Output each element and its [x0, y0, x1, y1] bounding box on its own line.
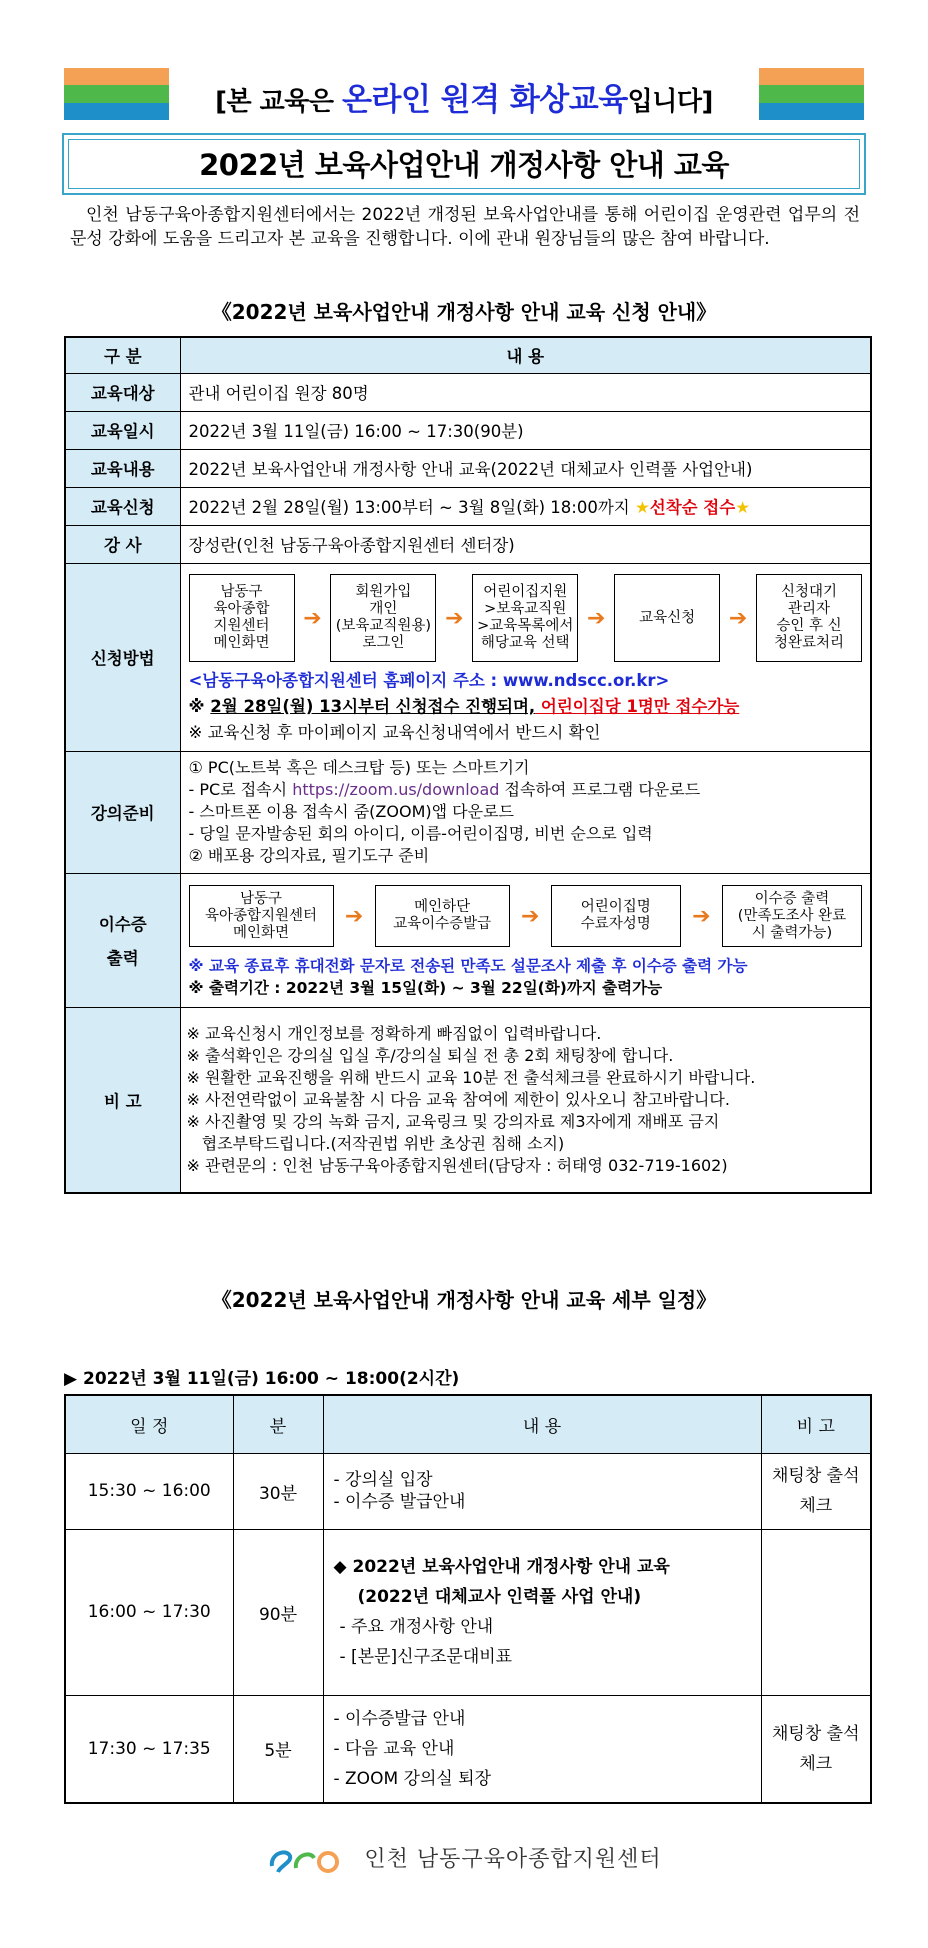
arrow-right-icon: ➔	[586, 605, 606, 631]
table-row	[65, 373, 871, 411]
footer	[0, 1842, 928, 1878]
notice-prefix: ※	[188, 697, 211, 716]
section-title-apply: 《2022년 보육사업안내 개정사항 안내 교육 신청 안내》	[211, 300, 717, 324]
content-item: - 이수증발급 안내	[333, 1708, 466, 1729]
remark-line: ※ 사진촬영 및 강의 녹화 금지, 교육링크 및 강의자료 제3자에게 재배포 금지	[186, 1111, 720, 1131]
row-value: 2022년 3월 11일(금) 16:00 ~ 17:30(90분)	[180, 411, 871, 449]
cert-note: ※ 교육 종료후 휴대전화 문자로 전송된 만족도 설문조사 제출 후 이수증 출력 가능	[188, 957, 748, 975]
prep-line: - 당일 문자발송된 회의 아이디, 이름-어린이집명, 비번 순으로 입력	[188, 824, 653, 843]
content-item: - ZOOM 강의실 퇴장	[333, 1768, 492, 1789]
page-title: 2022년 보육사업안내 개정사항 안내 교육	[68, 139, 860, 189]
schedule-minutes: 30분	[233, 1453, 323, 1529]
content-subheading: (2022년 대체교사 인력풀 사업 안내)	[357, 1587, 642, 1607]
row-value	[180, 873, 871, 1007]
content-item: - 다음 교육 안내	[333, 1738, 455, 1759]
flow-step: 어린이집지원 >보육교직원 >교육목록에서 해당교육 선택	[472, 574, 578, 662]
prep-line	[189, 779, 863, 801]
notice-underline: 2월 28일(월) 13시부터 신청접수 진행되며,	[210, 697, 536, 716]
table-row	[65, 525, 871, 563]
row-value	[180, 487, 871, 525]
banner-post: 입니다]	[627, 87, 713, 117]
arrow-right-icon: ➔	[521, 903, 540, 929]
table-row	[65, 487, 871, 525]
table-row	[65, 873, 871, 1007]
flow-step: 남동구 육아종합 지원센터 메인화면	[189, 574, 295, 662]
table-row	[65, 1453, 871, 1529]
apply-notice	[189, 696, 863, 718]
section-title-schedule: 《2022년 보육사업안내 개정사항 안내 교육 세부 일정》	[211, 1288, 717, 1312]
arrow-right-icon: ➔	[445, 605, 464, 631]
star-icon: ★	[634, 498, 650, 517]
flow-step: 교육신청	[614, 574, 720, 662]
table-row	[65, 411, 871, 449]
remark-line: ※ 출석확인은 강의실 입실 후/강의실 퇴실 전 총 2회 채팅창에 합니다.	[186, 1045, 674, 1065]
prep-text: - PC로 접속시	[188, 780, 293, 799]
zoom-download-link[interactable]: https://zoom.us/download	[292, 780, 500, 799]
content-item: - 강의실 입장	[333, 1470, 433, 1490]
remark-line: ※ 사전연락없이 교육불참 시 다음 교육 참여에 제한이 있사오니 참고바랍니다.	[186, 1089, 730, 1109]
schedule-minutes: 90분	[233, 1529, 323, 1695]
content-heading: ◆ 2022년 보육사업안내 개정사항 안내 교육	[333, 1557, 670, 1577]
flow-step: 회원가입 개인 (보육교직원용) 로그인	[330, 574, 436, 662]
notice-red: 어린이집당 1명만 접수가능	[535, 697, 740, 716]
row-value: 관내 어린이집 원장 80명	[180, 373, 871, 411]
content-item: - 주요 개정사항 안내	[339, 1617, 494, 1637]
schedule-time: 16:00 ~ 17:30	[65, 1529, 233, 1695]
schedule-time: 17:30 ~ 17:35	[65, 1695, 233, 1803]
table-row	[65, 563, 871, 751]
apply-period: 2022년 2월 28일(월) 13:00부터 ~ 3월 8일(화) 18:00까지	[188, 498, 630, 517]
stripe-decoration-left	[64, 68, 169, 120]
row-value	[180, 751, 871, 873]
schedule-table	[64, 1394, 872, 1804]
schedule-note: 채팅창 출석체크	[761, 1453, 871, 1529]
schedule-content	[323, 1529, 761, 1695]
apply-check: ※ 교육신청 후 마이페이지 교육신청내역에서 반드시 확인	[188, 723, 601, 742]
cert-label-2: 출력	[106, 949, 139, 968]
table-row	[65, 1695, 871, 1803]
row-value: 장성란(인천 남동구육아종합지원센터 센터장)	[180, 525, 871, 563]
flow-step: 어린이집명 수료자성명	[551, 885, 681, 947]
banner-text	[184, 74, 744, 119]
flow-step: 메인하단 교육이수증발급	[375, 885, 510, 947]
row-value	[180, 1007, 871, 1193]
arrow-right-icon: ➔	[344, 903, 364, 929]
banner-highlight: 온라인 원격 화상교육	[342, 82, 628, 118]
schedule-date-heading: ▶ 2022년 3월 11일(금) 16:00 ~ 18:00(2시간)	[64, 1369, 460, 1389]
row-label: 신청방법	[65, 563, 180, 751]
header-content: 내 용	[323, 1395, 761, 1453]
row-label: 교육내용	[65, 449, 180, 487]
schedule-minutes: 5분	[233, 1695, 323, 1803]
table-row	[65, 449, 871, 487]
row-label: 교육일시	[65, 411, 180, 449]
prep-line: ① PC(노트북 혹은 데스크탑 등) 또는 스마트기기	[188, 758, 530, 777]
prep-line: - 스마트폰 이용 접속시 줌(ZOOM)앱 다운로드	[188, 802, 514, 821]
cert-label-1: 이수증	[98, 915, 147, 934]
content-item: - [본문]신구조문대비표	[339, 1647, 513, 1667]
table-row	[65, 1007, 871, 1193]
apply-method-flow	[189, 570, 863, 666]
row-value	[180, 563, 871, 751]
prep-text: 접속하여 프로그램 다운로드	[499, 780, 701, 799]
remark-line: 협조부탁드립니다.(저작권법 위반 초상권 침해 소지)	[186, 1133, 565, 1153]
table-header-row	[65, 337, 871, 373]
schedule-time: 15:30 ~ 16:00	[65, 1453, 233, 1529]
first-come-note: 선착순 접수	[649, 498, 736, 517]
flow-step: 남동구 육아종합지원센터 메인화면	[189, 885, 334, 947]
apply-info-table	[64, 336, 872, 1194]
schedule-note: 채팅창 출석체크	[761, 1695, 871, 1803]
remark-line: ※ 관련문의 : 인천 남동구육아종합지원센터(담당자 : 허태영 032-719-1602)	[186, 1155, 728, 1175]
header-note: 비 고	[761, 1395, 871, 1453]
row-value: 2022년 보육사업안내 개정사항 안내 교육(2022년 대체교사 인력풀 사업안내)	[180, 449, 871, 487]
homepage-address: <남동구육아종합지원센터 홈페이지 주소 : www.ndscc.or.kr>	[188, 671, 670, 690]
arrow-right-icon: ➔	[728, 605, 748, 631]
prep-line: ② 배포용 강의자료, 필기도구 준비	[188, 846, 430, 865]
remark-line: ※ 원활한 교육진행을 위해 반드시 교육 10분 전 출석체크를 완료하시기 바랍니다.	[186, 1067, 756, 1087]
row-label	[65, 873, 180, 1007]
footer-org-name: 인천 남동구육아종합지원센터	[364, 1847, 662, 1872]
flow-step: 신청대기 관리자 승인 후 신 청완료처리	[756, 574, 862, 662]
table-header-row	[65, 1395, 871, 1453]
row-label: 강의준비	[65, 751, 180, 873]
cert-flow	[189, 881, 863, 951]
center-logo-icon	[266, 1842, 346, 1878]
schedule-content	[323, 1453, 761, 1529]
header-schedule: 일 정	[65, 1395, 233, 1453]
title-box	[62, 133, 866, 195]
arrow-right-icon: ➔	[692, 903, 711, 929]
row-label: 교육신청	[65, 487, 180, 525]
remark-line: ※ 교육신청시 개인정보를 정확하게 빠짐없이 입력바랍니다.	[186, 1023, 602, 1043]
content-item: - 이수증 발급안내	[333, 1492, 466, 1512]
flow-step: 이수증 출력 (만족도조사 완료 시 출력가능)	[722, 885, 862, 947]
header-category: 구 분	[65, 337, 180, 373]
cert-period: ※ 출력기간 : 2022년 3월 15일(화) ~ 3월 22일(화)까지 출력가능	[188, 979, 663, 997]
row-label: 교육대상	[65, 373, 180, 411]
banner	[64, 68, 864, 124]
arrow-right-icon: ➔	[303, 605, 322, 631]
intro-paragraph: 인천 남동구육아종합지원센터에서는 2022년 개정된 보육사업안내를 통해 어린이집 운영관련 업무의 전문성 강화에 도움을 드리고자 본 교육을 진행합니다. 이에 관내 원장님들의 많은 참여 바랍니다.	[70, 205, 860, 249]
star-icon: ★	[735, 498, 750, 517]
header-minutes: 분	[233, 1395, 323, 1453]
banner-pre: [본 교육은	[215, 87, 343, 117]
schedule-note	[761, 1529, 871, 1695]
table-row	[65, 1529, 871, 1695]
header-content: 내 용	[180, 337, 871, 373]
table-row	[65, 751, 871, 873]
stripe-decoration-right	[759, 68, 864, 120]
row-label: 강 사	[65, 525, 180, 563]
schedule-content	[323, 1695, 761, 1803]
row-label: 비 고	[65, 1007, 180, 1193]
